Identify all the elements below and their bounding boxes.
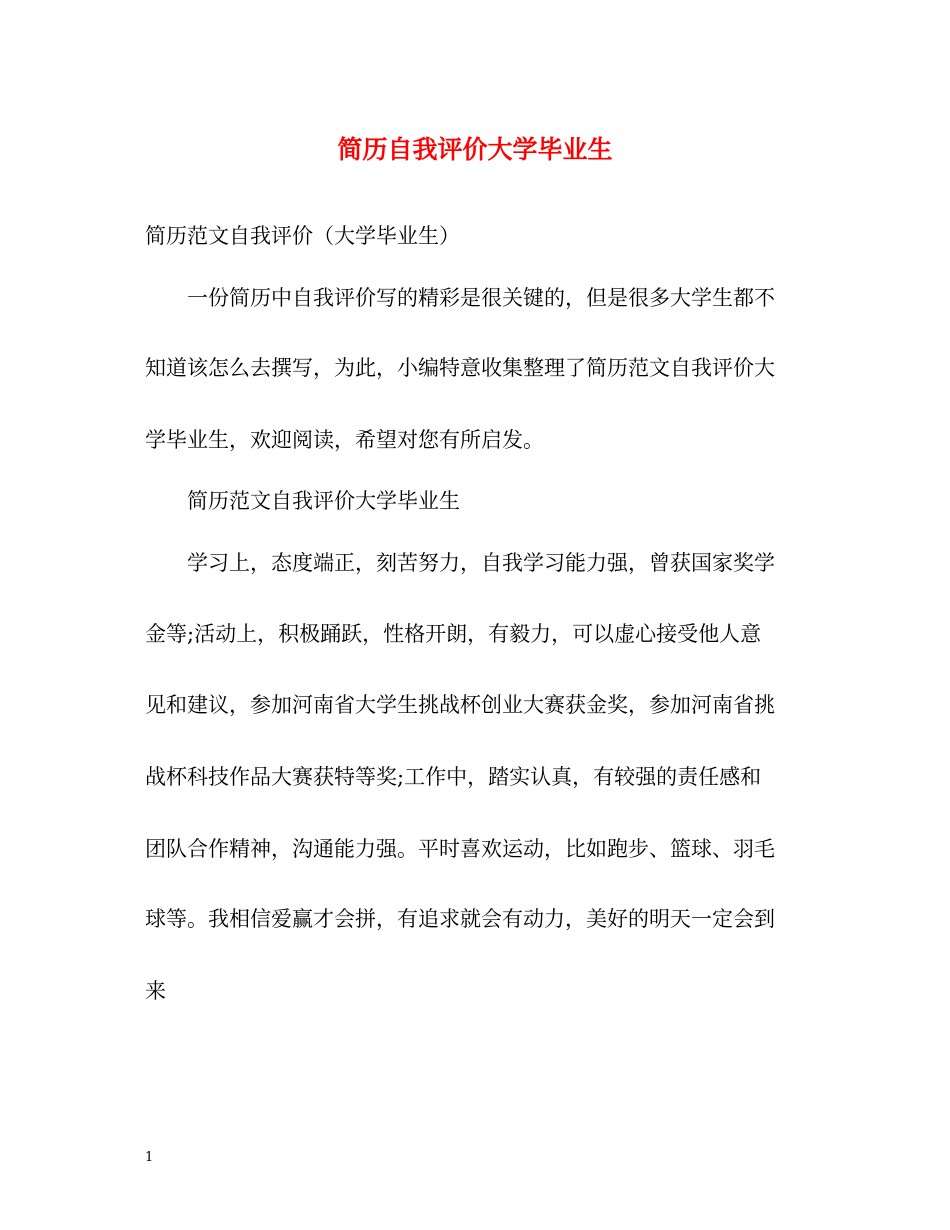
body-line-1: 学习上，态度端正，刻苦努力，自我学习能力强，曾获国家奖学 bbox=[187, 551, 775, 575]
page-number: 1 bbox=[145, 1150, 154, 1165]
intro-line-2: 知道该怎么去撰写，为此，小编特意收集整理了简历范文自我评价大 bbox=[145, 356, 775, 380]
intro-line-3: 学毕业生，欢迎阅读，希望对您有所启发。 bbox=[145, 428, 544, 452]
document-subheading: 简历范文自我评价大学毕业生 bbox=[187, 489, 460, 513]
intro-line-1: 一份简历中自我评价写的精彩是很关键的，但是很多大学生都不 bbox=[187, 286, 775, 310]
body-line-6: 球等。我相信爱赢才会拼，有追求就会有动力，美好的明天一定会到 bbox=[145, 907, 775, 931]
body-line-2: 金等;活动上，积极踊跃，性格开朗，有毅力，可以虚心接受他人意 bbox=[145, 622, 762, 646]
body-line-5: 团队合作精神，沟通能力强。平时喜欢运动，比如跑步、篮球、羽毛 bbox=[145, 837, 775, 861]
document-heading: 简历范文自我评价（大学毕业生） bbox=[145, 224, 460, 248]
body-line-4: 战杯科技作品大赛获特等奖;工作中，踏实认真，有较强的责任感和 bbox=[145, 765, 762, 789]
document-title: 简历自我评价大学毕业生 bbox=[337, 135, 613, 164]
body-line-7: 来 bbox=[145, 979, 166, 1003]
body-line-3: 见和建议，参加河南省大学生挑战杯创业大赛获金奖，参加河南省挑 bbox=[145, 693, 775, 717]
